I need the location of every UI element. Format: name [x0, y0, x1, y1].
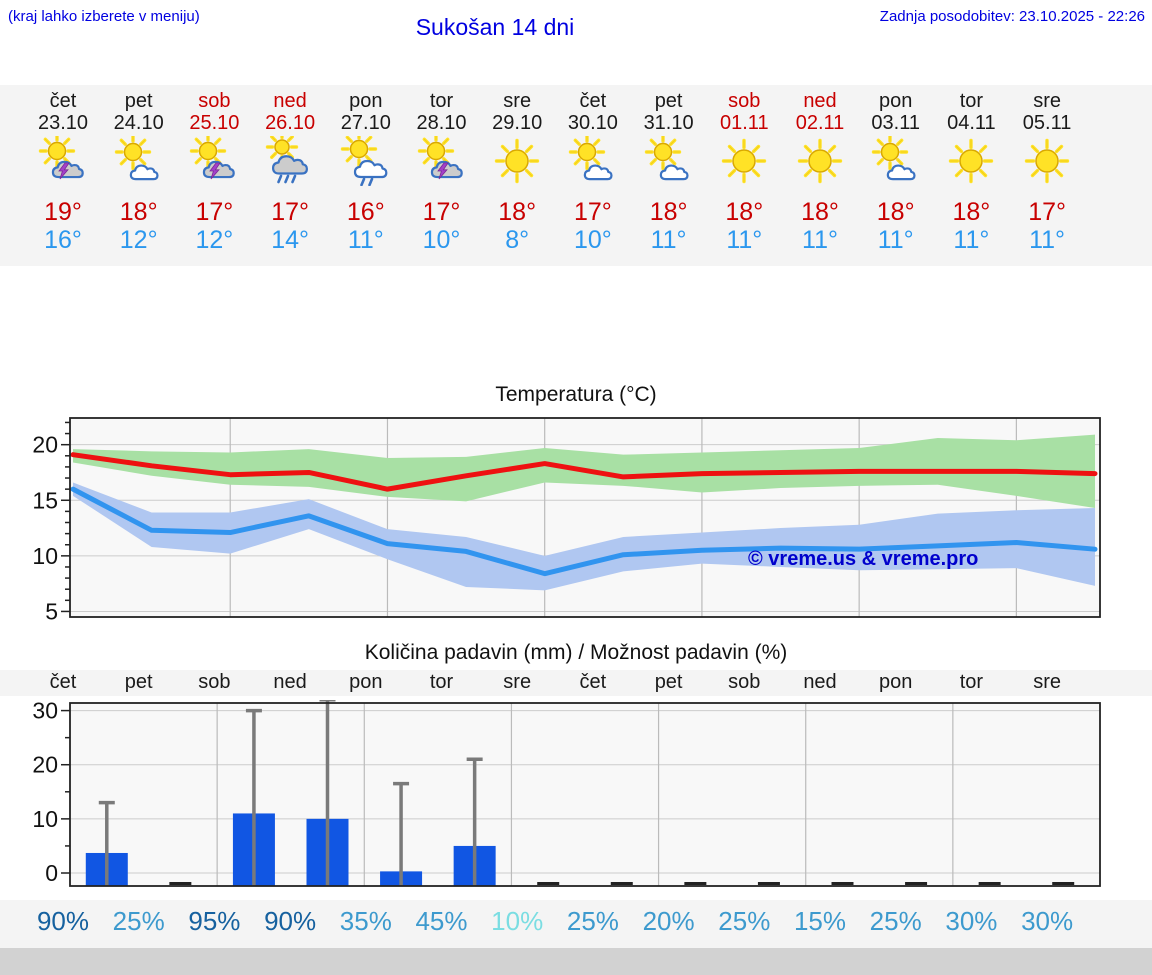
precip-axis-label: 20: [32, 751, 58, 778]
menu-hint-note: (kraj lahko izberete v meniju): [8, 8, 200, 25]
forecast-day-column: [630, 90, 708, 255]
forecast-day-column: [24, 90, 102, 255]
sun-cloud-lightning-icon: [416, 136, 468, 186]
day-name: pet: [654, 90, 683, 112]
low-temp: 11°: [726, 226, 763, 254]
day-date: 03.11: [871, 112, 920, 134]
day-name: sob: [198, 90, 231, 112]
temp-axis-label: 5: [45, 598, 58, 625]
precip-zero-dash: [979, 882, 1001, 885]
forecast-day-column: [327, 90, 405, 255]
precip-axis-label: 30: [32, 700, 58, 724]
forecast-day-column: [857, 90, 935, 255]
low-temp: 10°: [573, 226, 612, 254]
forecast-day-column: [781, 90, 859, 255]
day-name: pon: [879, 90, 913, 112]
day-name: sre: [503, 90, 532, 112]
rain-cloud-sun-icon: [264, 136, 316, 186]
precip-probability: 95%: [188, 906, 241, 936]
page-title: Sukošan 14 dni: [415, 14, 575, 40]
day-date: 04.11: [947, 112, 996, 134]
day-name: ned: [803, 90, 837, 112]
day-date: 24.10: [113, 112, 164, 134]
sun-icon: [718, 136, 770, 186]
precip-day-label: čet: [49, 671, 77, 693]
forecast-day-column: [251, 90, 329, 255]
day-date: 28.10: [416, 112, 467, 134]
precip-zero-dash: [611, 882, 633, 885]
day-date: 26.10: [265, 112, 316, 134]
day-name: tor: [959, 90, 984, 112]
forecast-day-column: [478, 90, 556, 255]
precip-day-label: pet: [124, 671, 153, 693]
precip-probability: 30%: [945, 906, 998, 936]
precip-zero-dash: [169, 882, 191, 885]
precip-probability: 25%: [112, 906, 165, 936]
high-temp: 16°: [346, 198, 385, 226]
precip-probability: 25%: [566, 906, 619, 936]
precip-day-label: sob: [728, 671, 761, 693]
high-temp: 17°: [422, 198, 461, 226]
low-temp: 11°: [802, 226, 838, 254]
precip-axis-label: 10: [32, 805, 58, 832]
low-temp: 8°: [505, 226, 530, 254]
precipitation-chart: [0, 700, 1152, 900]
day-date: 30.10: [567, 112, 618, 134]
high-temp: 19°: [44, 198, 82, 226]
low-temp: 12°: [195, 226, 234, 254]
low-temp: 11°: [877, 226, 914, 254]
day-name: čet: [49, 90, 77, 112]
high-temp: 17°: [271, 198, 309, 226]
precip-zero-dash: [758, 882, 780, 885]
low-temp: 11°: [953, 226, 990, 254]
day-date: 27.10: [340, 112, 391, 134]
precip-probability: 10%: [491, 906, 544, 936]
precip-probability: 20%: [642, 906, 695, 936]
precip-axis-label: 0: [45, 860, 58, 887]
day-name: sre: [1033, 90, 1061, 112]
high-temp: 18°: [801, 198, 839, 226]
temp-axis-label: 15: [32, 487, 58, 514]
sun-icon: [794, 136, 846, 186]
last-update-text: Zadnja posodobitev: 23.10.2025 - 22:26: [879, 8, 1145, 25]
high-temp: 18°: [119, 198, 158, 226]
day-name: pet: [124, 90, 153, 112]
temperature-chart: [0, 415, 1152, 627]
low-temp: 10°: [422, 226, 461, 254]
low-temp: 12°: [119, 226, 158, 254]
precip-probability: 45%: [415, 906, 468, 936]
forecast-day-column: [554, 90, 632, 255]
precip-day-label: tor: [959, 671, 984, 693]
precip-probability: 15%: [793, 906, 847, 936]
temp-axis-label: 10: [32, 542, 58, 569]
precip-day-label: pon: [879, 671, 913, 693]
low-temp: 16°: [44, 226, 82, 254]
high-temp: 18°: [649, 198, 688, 226]
day-name: ned: [273, 90, 307, 112]
sun-icon: [491, 136, 543, 186]
low-temp: 14°: [271, 226, 309, 254]
low-temp: 11°: [347, 226, 384, 254]
day-name: tor: [429, 90, 454, 112]
day-date: 02.11: [795, 112, 845, 134]
day-name: pon: [349, 90, 383, 112]
temp-axis-label: 20: [32, 431, 58, 458]
forecast-strip: [0, 85, 1152, 266]
precip-day-label: ned: [803, 671, 837, 693]
watermark: © vreme.us & vreme.pro: [748, 548, 979, 570]
forecast-day-column: [932, 90, 1010, 255]
precip-probability: 35%: [339, 906, 392, 936]
sun-small-cloud-icon: [113, 136, 165, 186]
precip-probability: 90%: [264, 906, 317, 936]
sun-cloud-rain-icon: [340, 136, 392, 186]
precip-probability-row: [0, 900, 1152, 948]
forecast-day-column: [1008, 90, 1086, 255]
precip-zero-dash: [684, 882, 706, 885]
high-temp: 18°: [952, 198, 991, 226]
low-temp: 11°: [650, 226, 687, 254]
forecast-day-column: [705, 90, 783, 255]
precip-day-label: pet: [654, 671, 683, 693]
forecast-day-column: [175, 90, 253, 255]
high-temp: 17°: [195, 198, 234, 226]
high-temp: 18°: [725, 198, 764, 226]
forecast-day-column: [403, 90, 481, 255]
day-date: 23.10: [37, 112, 89, 134]
precip-day-label: sob: [198, 671, 231, 693]
precip-day-label: ned: [273, 671, 307, 693]
precip-zero-dash: [832, 882, 854, 885]
high-temp: 17°: [573, 198, 612, 226]
high-temp: 18°: [876, 198, 915, 226]
footer-bar: [0, 948, 1152, 975]
high-temp: 17°: [1028, 198, 1066, 226]
sun-cloud-lightning-icon: [188, 136, 240, 186]
precip-day-label: čet: [579, 671, 607, 693]
precip-zero-dash: [1052, 882, 1074, 885]
precip-zero-dash: [537, 882, 559, 885]
forecast-day-column: [100, 90, 178, 255]
sun-cloud-lightning-icon: [37, 136, 89, 186]
day-date: 05.11: [1022, 112, 1072, 134]
temperature-chart-title: Temperatura (°C): [495, 383, 657, 406]
sun-icon: [945, 136, 997, 186]
precip-probability: 25%: [718, 906, 771, 936]
precip-day-label: tor: [429, 671, 454, 693]
day-date: 01.11: [720, 112, 769, 134]
precip-zero-dash: [905, 882, 927, 885]
precip-probability: 90%: [36, 906, 90, 936]
sun-small-cloud-icon: [567, 136, 619, 186]
precip-day-label: pon: [349, 671, 383, 693]
high-temp: 18°: [498, 198, 537, 226]
precip-probability: 25%: [869, 906, 922, 936]
day-date: 25.10: [189, 112, 240, 134]
precipitation-chart-title: Količina padavin (mm) / Možnost padavin (%): [364, 641, 788, 664]
day-date: 31.10: [643, 112, 694, 134]
sun-small-cloud-icon: [643, 136, 695, 186]
day-name: sob: [728, 90, 761, 112]
low-temp: 11°: [1029, 226, 1066, 254]
precip-day-label: sre: [503, 671, 532, 693]
sun-small-cloud-icon: [870, 136, 922, 186]
precip-day-labels-row: [0, 670, 1152, 696]
precip-probability: 30%: [1021, 906, 1074, 936]
day-date: 29.10: [492, 112, 543, 134]
precip-day-label: sre: [1033, 671, 1061, 693]
sun-icon: [1021, 136, 1073, 186]
day-name: čet: [579, 90, 607, 112]
